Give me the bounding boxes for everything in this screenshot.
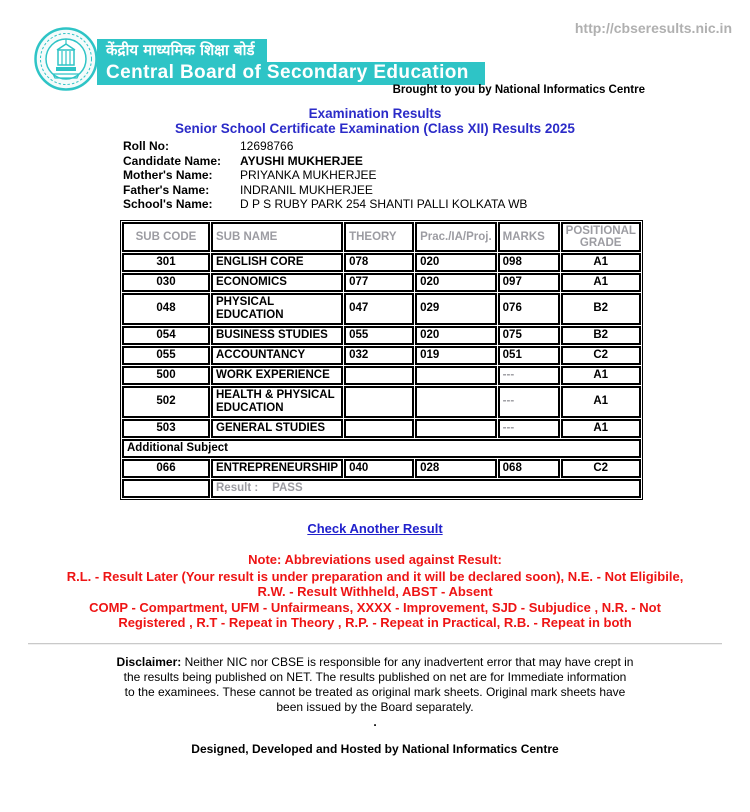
note-line: COMP - Compartment, UFM - Unfairmeans, XXXX - Improvement, SJD - Subjudice , N.R. - Not xyxy=(89,599,661,615)
table-header-row xyxy=(122,222,641,252)
grade-cell: C2 xyxy=(561,346,641,365)
sub-code-cell: 030 xyxy=(122,273,210,292)
result-empty-cell xyxy=(122,479,210,498)
father-name-value: INDRANIL MUKHERJEE xyxy=(240,182,373,197)
prac-cell: 020 xyxy=(415,253,497,272)
additional-subject-row xyxy=(122,439,641,458)
father-name-label: Father's Name: xyxy=(123,182,210,197)
prac-cell: 020 xyxy=(415,273,497,292)
grade-cell: A1 xyxy=(561,273,641,292)
theory-cell: 032 xyxy=(344,346,414,365)
note-line: R.W. - Result Withheld, ABST - Absent xyxy=(257,584,493,599)
disclaimer-line: to the examinees. These cannot be treated as original mark sheets. Original mark sheets have xyxy=(124,684,626,699)
divider xyxy=(28,643,722,645)
board-banner xyxy=(97,39,485,85)
disclaimer-line: the results being published on NET. The results published on net are for Immediate information xyxy=(123,669,627,684)
school-name-label: School's Name: xyxy=(123,197,213,211)
candidate-info xyxy=(123,139,750,212)
marks-table xyxy=(120,220,643,500)
dot-line: . xyxy=(373,714,377,729)
candidate-name-value: AYUSHI MUKHERJEE xyxy=(240,153,363,168)
table-row xyxy=(122,273,641,292)
grade-cell: B2 xyxy=(561,326,641,345)
table-row xyxy=(122,366,641,385)
sub-code-cell: 055 xyxy=(122,346,210,365)
result-cell xyxy=(211,479,641,498)
grade-cell: A1 xyxy=(561,366,641,385)
grade-cell: C2 xyxy=(561,459,641,478)
prac-cell xyxy=(415,386,497,418)
sub-code-cell: 066 xyxy=(122,459,210,478)
notes-block xyxy=(0,569,750,631)
theory-cell: 040 xyxy=(344,459,414,478)
school-name-value: D P S RUBY PARK 254 SHANTI PALLI KOLKATA WB xyxy=(240,197,528,211)
site-url-text: http://cbseresults.nic.in xyxy=(574,20,732,36)
marks-cell: 068 xyxy=(498,459,560,478)
note-line: R.L. - Result Later (Your result is under preparation and it will be declared soon), N.E. - Not Eligibile, xyxy=(66,568,684,584)
check-another-result-link[interactable]: Check Another Result xyxy=(307,520,443,536)
info-row-candidate xyxy=(123,154,750,169)
col-theory: THEORY xyxy=(344,222,414,252)
note-line: Registered , R.T - Repeat in Theory , R.P. - Repeat in Practical, R.B. - Repeat in both xyxy=(118,615,632,630)
prac-cell: 028 xyxy=(415,459,497,478)
prac-cell: 020 xyxy=(415,326,497,345)
theory-cell: 078 xyxy=(344,253,414,272)
col-positional-grade: POSITIONAL GRADE xyxy=(561,222,641,252)
grade-cell: A1 xyxy=(561,253,641,272)
theory-cell xyxy=(344,419,414,438)
col-marks: MARKS xyxy=(498,222,560,252)
sub-code-cell: 502 xyxy=(122,386,210,418)
sub-name-cell: ECONOMICS xyxy=(211,273,343,292)
sub-name-cell: GENERAL STUDIES xyxy=(211,419,343,438)
result-row xyxy=(122,479,641,498)
prac-cell xyxy=(415,366,497,385)
info-row-school xyxy=(123,197,750,212)
theory-cell xyxy=(344,366,414,385)
mother-name-value: PRIYANKA MUKHERJEE xyxy=(240,168,377,182)
sub-code-cell: 500 xyxy=(122,366,210,385)
table-row xyxy=(122,253,641,272)
board-name-english: Central Board of Secondary Education xyxy=(97,62,485,85)
table-row xyxy=(122,346,641,365)
candidate-name-label: Candidate Name: xyxy=(123,153,222,168)
disclaimer-line: Disclaimer: Neither NIC nor CBSE is responsible for any inadvertent error that may have crept in xyxy=(116,654,634,669)
sub-name-cell: ENGLISH CORE xyxy=(211,253,343,272)
sub-name-cell: WORK EXPERIENCE xyxy=(211,366,343,385)
grade-cell: A1 xyxy=(561,419,641,438)
page-title: Examination Results xyxy=(308,106,442,121)
additional-subject-label: Additional Subject xyxy=(122,439,641,458)
info-row-mother xyxy=(123,168,750,183)
grade-cell: B2 xyxy=(561,293,641,325)
col-prac: Prac./IA/Proj. xyxy=(415,222,497,252)
roll-no-value: 12698766 xyxy=(240,139,294,153)
table-row xyxy=(122,419,641,438)
prac-cell xyxy=(415,419,497,438)
footer-credit: Designed, Developed and Hosted by National Informatics Centre xyxy=(191,741,559,756)
sub-name-cell: PHYSICAL EDUCATION xyxy=(211,293,343,325)
marks-cell: --- xyxy=(498,386,560,418)
page-header xyxy=(0,0,750,100)
sub-name-cell: HEALTH & PHYSICAL EDUCATION xyxy=(211,386,343,418)
brought-by-line: Brought to you by National Informatics Centre xyxy=(392,84,645,96)
marks-cell: 098 xyxy=(498,253,560,272)
table-row xyxy=(122,293,641,325)
disclaimer-line: been issued by the Board separately. xyxy=(276,699,474,714)
info-row-father xyxy=(123,183,750,198)
marks-cell: 097 xyxy=(498,273,560,292)
col-sub-code: SUB CODE xyxy=(122,222,210,252)
exam-title: Senior School Certificate Examination (Class XII) Results 2025 xyxy=(175,121,575,136)
board-name-hindi: केंद्रीय माध्यमिक शिक्षा बोर्ड xyxy=(97,39,267,62)
theory-cell: 047 xyxy=(344,293,414,325)
marks-cell: 051 xyxy=(498,346,560,365)
prac-cell: 029 xyxy=(415,293,497,325)
roll-no-label: Roll No: xyxy=(123,139,169,153)
disclaimer-label: Disclaimer: xyxy=(116,654,182,669)
prac-cell: 019 xyxy=(415,346,497,365)
mother-name-label: Mother's Name: xyxy=(123,168,213,182)
result-label: Result : xyxy=(216,481,259,494)
theory-cell: 055 xyxy=(344,326,414,345)
info-row-roll xyxy=(123,139,750,154)
marks-cell: 076 xyxy=(498,293,560,325)
theory-cell xyxy=(344,386,414,418)
sub-code-cell: 054 xyxy=(122,326,210,345)
sub-code-cell: 301 xyxy=(122,253,210,272)
marks-cell: --- xyxy=(498,366,560,385)
col-sub-name: SUB NAME xyxy=(211,222,343,252)
table-row xyxy=(122,326,641,345)
marks-cell: --- xyxy=(498,419,560,438)
table-row xyxy=(122,386,641,418)
sub-code-cell: 048 xyxy=(122,293,210,325)
sub-name-cell: ENTREPRENEURSHIP xyxy=(211,459,343,478)
grade-cell: A1 xyxy=(561,386,641,418)
marks-cell: 075 xyxy=(498,326,560,345)
disclaimer-block xyxy=(103,655,648,715)
result-value: PASS xyxy=(272,481,303,494)
sub-name-cell: ACCOUNTANCY xyxy=(211,346,343,365)
notes-heading: Note: Abbreviations used against Result: xyxy=(248,551,502,567)
cbse-logo-icon xyxy=(33,26,99,92)
sub-name-cell: BUSINESS STUDIES xyxy=(211,326,343,345)
theory-cell: 077 xyxy=(344,273,414,292)
sub-code-cell: 503 xyxy=(122,419,210,438)
table-row xyxy=(122,459,641,478)
